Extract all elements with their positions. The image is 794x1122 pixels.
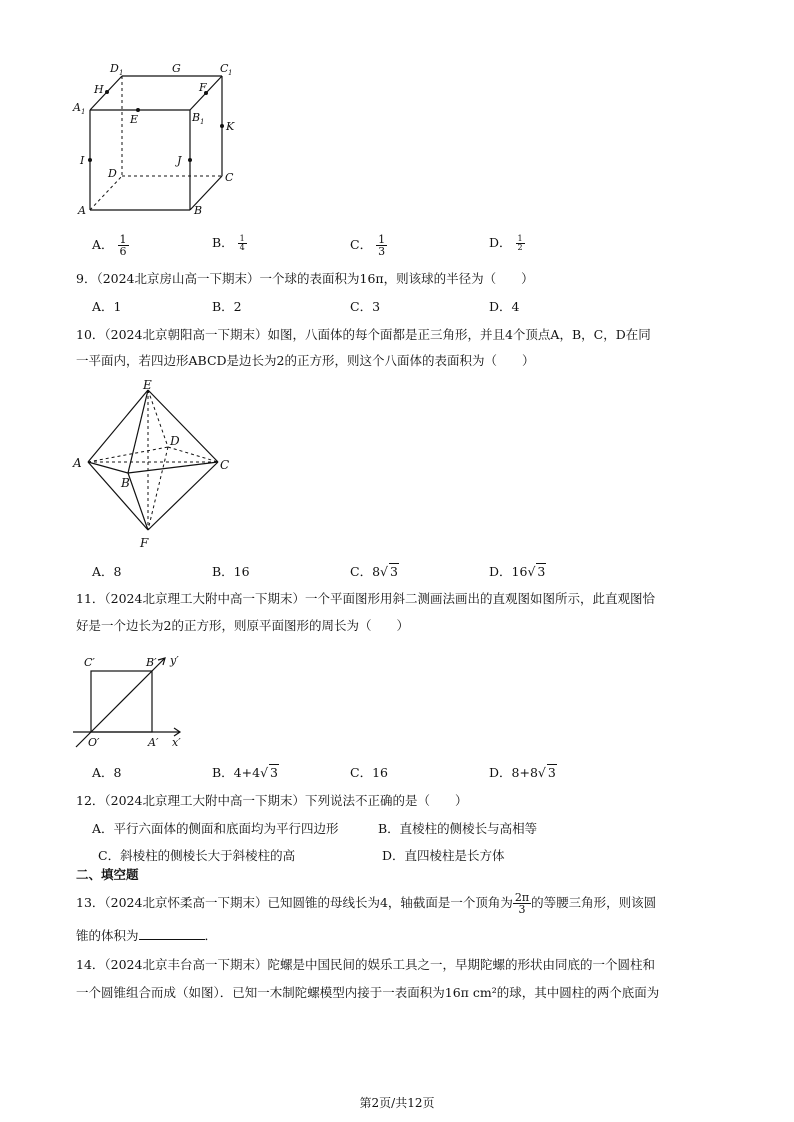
fraction: $\frac{1}{6}$ (119, 233, 127, 258)
label-d1-sub: 1 (119, 69, 124, 77)
label-g: G (172, 62, 181, 75)
q12-option-b[interactable]: B．直棱柱的侧棱长与高相等 (378, 821, 538, 836)
q10-stem-line1: 10．（2024北京朝阳高一下期末）如图，八面体的每个面都是正三角形，并且4个顶点A，B，C，D在同 (76, 327, 651, 342)
label-a: A (73, 456, 82, 470)
label-c1: C (220, 62, 229, 75)
q14-line1: 14．（2024北京丰台高一下期末）陀螺是中国民间的娱乐工具之一，早期陀螺的形状由同底的一个圆柱和 (76, 957, 655, 972)
q14-line2: 一个圆锥组合而成（如图）．已知一木制陀螺模型内接于一表面积为16π cm²的球，其中圆柱的两个底面为 (76, 985, 660, 1000)
label-c: C (220, 458, 230, 472)
label-a: A (78, 204, 86, 217)
label-b-prime: B′ (146, 656, 157, 669)
label-c1-sub: 1 (228, 69, 233, 77)
label-b: B (121, 476, 130, 490)
q12-option-d[interactable]: D．直四棱柱是长方体 (382, 848, 505, 863)
label-j: J (177, 154, 182, 167)
q9-stem: 9．（2024北京房山高一下期末）一个球的表面积为16π，则该球的半径为（ ） (76, 271, 534, 286)
q8-option-b[interactable]: B． $\frac{1}{4}$ (212, 234, 245, 252)
q11-option-d[interactable]: D．8+8√ 3 (489, 765, 556, 780)
label-b1: B (192, 111, 201, 124)
q10-option-d[interactable]: D．16√ 3 (489, 564, 546, 579)
label-x-prime: x′ (172, 736, 181, 749)
q10-option-c[interactable]: C．8√ 3 (350, 564, 398, 579)
cube-figure (70, 58, 245, 223)
section-heading: 二、填空题 (76, 867, 139, 882)
fraction: $\frac{1}{2}$ (517, 234, 523, 252)
octahedron-figure (70, 375, 240, 555)
label-e: E (130, 113, 139, 126)
q8-option-a[interactable]: A． $\frac{1}{6}$ (92, 233, 127, 258)
q11-option-a[interactable]: A．8 (92, 765, 122, 780)
label-i: I (80, 154, 85, 167)
fraction: $\frac{1}{3}$ (378, 233, 386, 258)
q13-stem-line1: 13．（2024北京怀柔高一下期末）已知圆锥的母线长为4，轴截面是一个顶角为 $\frac{2\pi}{3}$ 的等腰三角形，则该圆 (76, 891, 657, 916)
label-e: E (143, 378, 152, 392)
label-c-prime: C′ (84, 656, 95, 669)
label-o-prime: O′ (88, 736, 100, 749)
oblique-projection-figure (70, 650, 200, 755)
label-h: H (94, 83, 104, 96)
q9-option-d[interactable]: D．4 (489, 299, 520, 314)
fraction: $\frac{1}{4}$ (239, 234, 245, 252)
label-b1-sub: 1 (200, 118, 205, 126)
q11-option-b[interactable]: B．4+4√ 3 (212, 765, 278, 780)
q9-option-a[interactable]: A．1 (92, 299, 122, 314)
q8-option-c[interactable]: C． $\frac{1}{3}$ (350, 233, 386, 258)
label-d: D (108, 167, 117, 180)
label-d: D (170, 434, 180, 448)
q10-option-a[interactable]: A．8 (92, 564, 122, 579)
label-b: B (194, 204, 203, 217)
q11-stem-line1: 11．（2024北京理工大附中高一下期末）一个平面图形用斜二测画法画出的直观图如图所示，此直观图恰 (76, 591, 655, 606)
label-a-prime: A′ (148, 736, 159, 749)
label-c: C (225, 171, 234, 184)
q10-stem-line2: 一平面内，若四边形ABCD是边长为2的正方形，则这个八面体的表面积为（ ） (76, 353, 535, 368)
label-d1: D (110, 62, 119, 75)
q10-option-b[interactable]: B．16 (212, 564, 250, 579)
label-a1: A (73, 101, 81, 114)
q11-stem-line2: 好是一个边长为2的正方形，则原平面图形的周长为（ ） (76, 618, 409, 633)
q13-stem-line2: 锥的体积为 ． (76, 928, 218, 943)
q12-option-a[interactable]: A．平行六面体的侧面和底面均为平行四边形 (92, 821, 339, 836)
q12-stem: 12．（2024北京理工大附中高一下期末）下列说法不正确的是（ ） (76, 793, 468, 808)
q9-option-c[interactable]: C．3 (350, 299, 381, 314)
answer-blank[interactable] (139, 927, 205, 940)
label-f: F (140, 536, 149, 550)
q11-option-c[interactable]: C．16 (350, 765, 388, 780)
fraction: $\frac{2\pi}{3}$ (514, 891, 530, 916)
label-k: K (226, 120, 235, 133)
label-f: F (199, 81, 207, 94)
q9-option-b[interactable]: B．2 (212, 299, 242, 314)
q12-option-c[interactable]: C．斜棱柱的侧棱长大于斜棱柱的高 (98, 848, 296, 863)
q8-option-d[interactable]: D． $\frac{1}{2}$ (489, 234, 523, 252)
label-y-prime: y′ (170, 654, 179, 667)
label-a1-sub: 1 (81, 108, 86, 116)
page-footer: 第2页/共12页 (359, 1096, 435, 1110)
